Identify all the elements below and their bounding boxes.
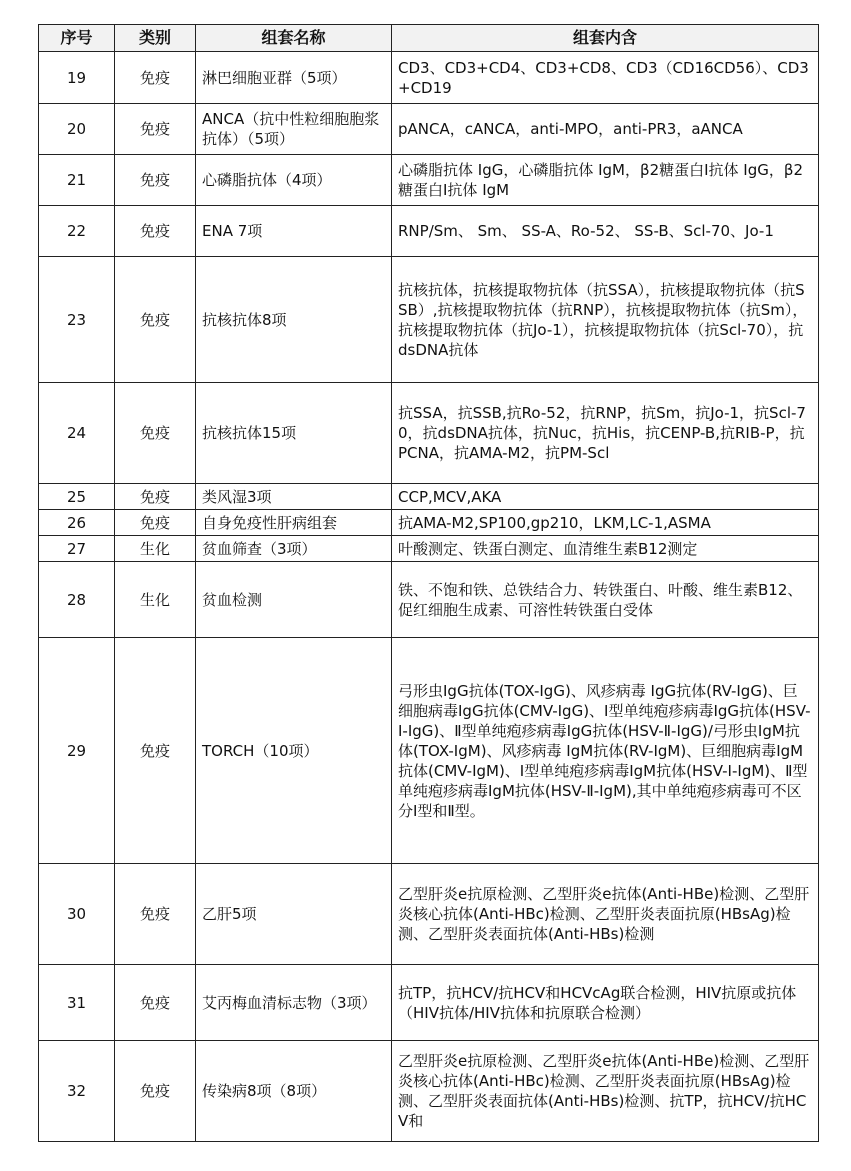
row-content: 乙型肝炎e抗原检测、乙型肝炎e抗体(Anti-HBe)检测、乙型肝炎核心抗体(Anti-HBc)检测、乙型肝炎表面抗原(HBsAg)检测、乙型肝炎表面抗体(Anti-HBs)检测、抗TP，抗HCV/抗HCV和: [392, 1041, 819, 1142]
row-content: 铁、不饱和铁、总铁结合力、转铁蛋白、叶酸、维生素B12、促红细胞生成素、可溶性转铁蛋白受体: [392, 562, 819, 638]
row-name: 艾丙梅血清标志物（3项）: [196, 965, 392, 1041]
row-content: CD3、CD3+CD4、CD3+CD8、CD3（CD16CD56）、CD3+CD19: [392, 52, 819, 104]
row-content: 弓形虫IgG抗体(TOX-IgG)、风疹病毒 IgG抗体(RV-IgG)、巨细胞病毒IgG抗体(CMV-IgG)、Ⅰ型单纯疱疹病毒IgG抗体(HSV-Ⅰ-IgG)、Ⅱ型单纯疱疹病毒IgG抗体(HSV-Ⅱ-IgG)/弓形虫IgM抗体(TOX-IgM)、风疹病毒 IgM抗体(RV-IgM)、巨细胞病毒IgM抗体(CMV-IgM)、Ⅰ型单纯疱疹病毒IgM抗体(HSV-Ⅰ-IgM)、Ⅱ型单纯疱疹病毒IgM抗体(HSV-Ⅱ-IgM),其中单纯疱疹病毒可不区分Ⅰ型和Ⅱ型。: [392, 638, 819, 864]
row-content: 抗AMA-M2,SP100,gp210，LKM,LC-1,ASMA: [392, 510, 819, 536]
header-no: 序号: [39, 25, 115, 52]
row-name: 传染病8项（8项）: [196, 1041, 392, 1142]
table-row: [39, 536, 819, 562]
table-row: [39, 562, 819, 638]
row-content: 抗TP，抗HCV/抗HCV和HCVcAg联合检测，HIV抗原或抗体（HIV抗体/HIV抗体和抗原联合检测）: [392, 965, 819, 1041]
row-name: 抗核抗体8项: [196, 257, 392, 383]
row-name: 淋巴细胞亚群（5项）: [196, 52, 392, 104]
row-no: 25: [39, 484, 115, 510]
row-category: 免疫: [115, 510, 196, 536]
row-no: 32: [39, 1041, 115, 1142]
row-content: 抗核抗体，抗核提取物抗体（抗SSA），抗核提取物抗体（抗SSB）,抗核提取物抗体（抗RNP），抗核提取物抗体（抗Sm），抗核提取物抗体（抗Jo-1），抗核提取物抗体（抗Scl-70），抗dsDNA抗体: [392, 257, 819, 383]
table-row: [39, 965, 819, 1041]
table-row: [39, 155, 819, 206]
table-row: [39, 864, 819, 965]
table-row: [39, 52, 819, 104]
table-row: [39, 484, 819, 510]
row-no: 27: [39, 536, 115, 562]
table-body: [39, 52, 819, 1142]
row-name: ENA 7项: [196, 206, 392, 257]
row-content: CCP,MCV,AKA: [392, 484, 819, 510]
table-row: [39, 510, 819, 536]
row-category: 生化: [115, 536, 196, 562]
row-category: 免疫: [115, 965, 196, 1041]
row-name: ANCA（抗中性粒细胞胞浆抗体）（5项）: [196, 104, 392, 155]
row-no: 31: [39, 965, 115, 1041]
row-no: 28: [39, 562, 115, 638]
table-row: [39, 1041, 819, 1142]
test-panel-table: [38, 24, 819, 1142]
row-category: 免疫: [115, 1041, 196, 1142]
header-content: 组套内含: [392, 25, 819, 52]
row-category: 免疫: [115, 638, 196, 864]
row-name: 抗核抗体15项: [196, 383, 392, 484]
row-category: 免疫: [115, 383, 196, 484]
row-name: 贫血筛查（3项）: [196, 536, 392, 562]
row-no: 22: [39, 206, 115, 257]
test-panel-sheet: [38, 24, 818, 1144]
row-no: 20: [39, 104, 115, 155]
table-row: [39, 104, 819, 155]
header-name: 组套名称: [196, 25, 392, 52]
row-no: 29: [39, 638, 115, 864]
table-row: [39, 638, 819, 864]
row-category: 免疫: [115, 864, 196, 965]
table-row: [39, 383, 819, 484]
row-no: 19: [39, 52, 115, 104]
row-name: 乙肝5项: [196, 864, 392, 965]
row-content: 乙型肝炎e抗原检测、乙型肝炎e抗体(Anti-HBe)检测、乙型肝炎核心抗体(Anti-HBc)检测、乙型肝炎表面抗原(HBsAg)检测、乙型肝炎表面抗体(Anti-HBs)检测: [392, 864, 819, 965]
row-name: 贫血检测: [196, 562, 392, 638]
row-content: pANCA，cANCA，anti-MPO，anti-PR3，aANCA: [392, 104, 819, 155]
header-category: 类别: [115, 25, 196, 52]
row-category: 生化: [115, 562, 196, 638]
row-category: 免疫: [115, 257, 196, 383]
row-category: 免疫: [115, 484, 196, 510]
row-no: 26: [39, 510, 115, 536]
row-category: 免疫: [115, 104, 196, 155]
row-category: 免疫: [115, 155, 196, 206]
row-content: 心磷脂抗体 IgG，心磷脂抗体 IgM，β2糖蛋白Ⅰ抗体 IgG，β2糖蛋白Ⅰ抗体 IgM: [392, 155, 819, 206]
row-category: 免疫: [115, 206, 196, 257]
table-header-row: [39, 25, 819, 52]
row-content: 叶酸测定、铁蛋白测定、血清维生素B12测定: [392, 536, 819, 562]
row-name: 自身免疫性肝病组套: [196, 510, 392, 536]
row-name: TORCH（10项）: [196, 638, 392, 864]
row-name: 心磷脂抗体（4项）: [196, 155, 392, 206]
row-no: 24: [39, 383, 115, 484]
row-category: 免疫: [115, 52, 196, 104]
row-no: 23: [39, 257, 115, 383]
row-no: 21: [39, 155, 115, 206]
row-content: RNP/Sm、 Sm、 SS-A、Ro-52、 SS-B、Scl-70、Jo-1: [392, 206, 819, 257]
row-content: 抗SSA，抗SSB,抗Ro-52，抗RNP，抗Sm，抗Jo-1，抗Scl-70，抗dsDNA抗体，抗Nuc，抗His，抗CENP-B,抗RIB-P，抗PCNA，抗AMA-M2，抗PM-Scl: [392, 383, 819, 484]
row-no: 30: [39, 864, 115, 965]
table-row: [39, 206, 819, 257]
table-row: [39, 257, 819, 383]
row-name: 类风湿3项: [196, 484, 392, 510]
